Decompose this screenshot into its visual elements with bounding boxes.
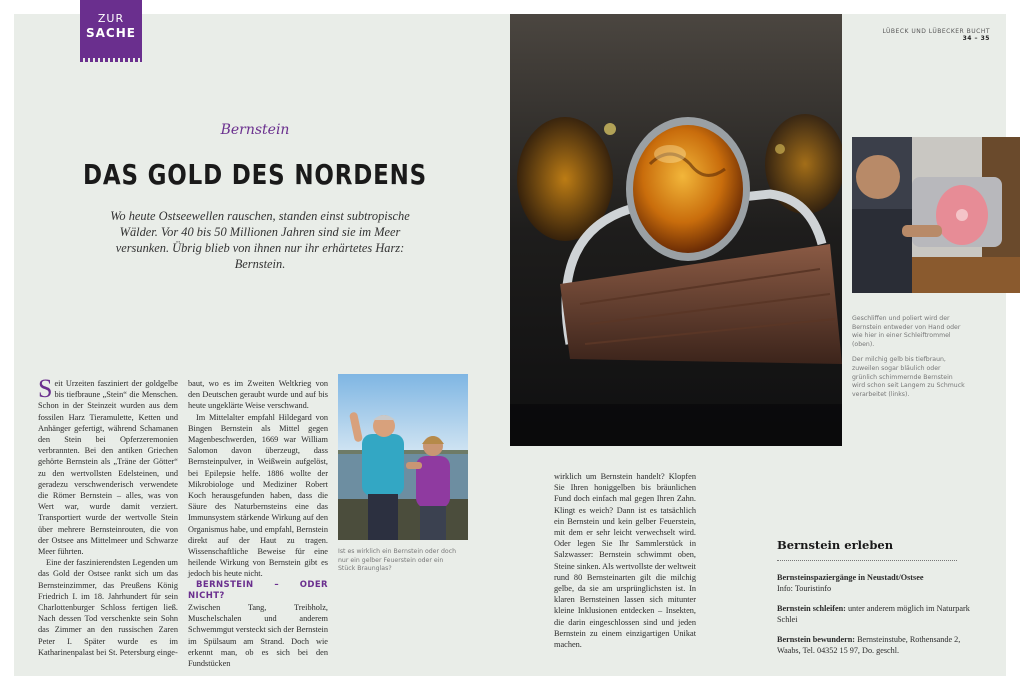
- infobox-item-text: Bernsteinstube, Rothensande 2, Waabs, Tel. 04352 15 97, Do. geschl.: [777, 635, 961, 656]
- infobox-item-label: Bernsteinspaziergänge in Neustadt/Ostsee: [777, 573, 924, 582]
- amber-ring-graphic: [510, 14, 842, 446]
- grinding-photo: [852, 137, 1020, 293]
- paragraph: [38, 374, 178, 557]
- infobox-item-text: Info: Touristinfo: [777, 584, 832, 594]
- infobox-item-text: unter anderem möglich im Naturpark Schlei: [777, 604, 970, 625]
- couple-photo-graphic: [338, 374, 468, 540]
- running-head: [883, 28, 991, 42]
- paragraph: Im Mittelalter empfahl Hildegard von Bingen Bernstein als Mittel gegen Magenbeschwerden, 1669 war William Salomon davon überzeugt, dass Bernsteinpulver, in Weißwein aufgelöst, bei Epilepsie helfe. 1886 wollte der Mikrobiologe und Mediziner Robert Koch herausgefunden haben, dass die Säure des Naturbernsteins eine das Immunsystem stärkende Wirkung auf den Organismus habe, und empfahl, Bernstein direkt auf der Haut zu tragen. Wissenschaftliche Beweise für eine heilende Wirkung von Bernstein gibt es jedoch bis heute nicht.: [188, 412, 328, 579]
- amber-ring-photo: [510, 14, 842, 446]
- couple-caption: Ist es wirklich ein Bernstein oder doch nur ein gelber Feuerstein oder ein Stück Braunglas?: [338, 548, 457, 573]
- text-column-2: [188, 378, 328, 669]
- article-title: DAS GOLD DES NORDENS: [83, 158, 427, 191]
- paragraph: Zwischen Tang, Treibholz, Muschelschalen und anderem Schwemmgut versteckt sich der Bernstein im Spülsaum am Strand. Doch wie erkennt man, ob es sich bei den Fundstücken: [188, 603, 328, 669]
- grinding-caption: [852, 315, 966, 399]
- infobox-item-label: Bernstein bewundern:: [777, 635, 856, 644]
- section-tab: [80, 0, 142, 58]
- grinding-caption-top: Geschliffen und poliert wird der Bernstein entweder von Hand oder wie hier in einer Schleiftrommel (oben).: [852, 315, 961, 348]
- running-head-title: LÜBECK UND LÜBECKER BUCHT: [882, 28, 990, 35]
- article-lead: Wo heute Ostseewellen rauschen, standen einst subtropische Wälder. Vor 40 bis 50 Millionen Jahren sind sie im Meer versunken. Übrig blieb von ihnen nur ihr erhärtetes Harz: Bernstein.: [110, 209, 410, 271]
- section-tab-line2: SACHE: [86, 26, 136, 40]
- grinding-graphic: [852, 137, 1020, 293]
- paragraph: baut, wo es im Zweiten Weltkrieg von den Deutschen geraubt wurde und auf bis heute ungeklärte Weise verschwand.: [188, 379, 328, 411]
- subheading: BERNSTEIN – ODER NICHT?: [188, 579, 328, 601]
- drop-cap: S: [38, 374, 53, 403]
- infobox-item: [777, 603, 982, 625]
- infobox-title: Bernstein erleben: [777, 538, 894, 552]
- kicker: Bernstein: [220, 122, 290, 138]
- infobox-divider: [777, 560, 957, 561]
- infobox-item: [777, 572, 982, 594]
- couple-photo: [338, 374, 468, 540]
- section-tab-line1: ZUR: [97, 12, 125, 25]
- paragraph-text: eit Urzeiten fasziniert der goldgelbe bis tiefbraune „Stein“ die Menschen. Schon in der Steinzeit wurden aus dem fossilen Harz Tieramulette, Ketten und Anhänger gefertigt, während Schamanen den Stein bei Opferzeremonien verbrannten. Bei den antiken Griechen gehörte Bernstein als „Träne der Götter“ zu den wertvollsten Edelsteinen, und geradezu verschwenderisch verwendete die Römer Bernstein – alles, was von Wert war, wurde damit verziert. Transportiert wurde der wertvolle Stein über mehrere Bernsteinrouten, die von der Ostsee ans Mittelmeer und Schwarze Meer führten.: [38, 379, 178, 557]
- infobox-item: [777, 634, 982, 656]
- section-tab-edge: [80, 56, 142, 62]
- paragraph: Eine der faszinierendsten Legenden um das Gold der Ostsee rankt sich um das Bernsteinzimmer, das Preußens König Friedrich I. im 18. Jahrhundert für sein Charlottenburger Schloss fertigen ließ. Nach dessen Tod verschenkte sein Sohn das Zimmer an den russischen Zaren Peter I. Später wurde es im Katharinenpalast bei St. Petersburg einge-: [38, 558, 178, 657]
- text-column-1: [38, 374, 178, 658]
- text-column-3: [554, 471, 696, 650]
- infobox-item-label: Bernstein schleifen:: [777, 604, 846, 613]
- page-numbers: 34 – 35: [962, 35, 990, 42]
- grinding-caption-left: Der milchig gelb bis tiefbraun, zuweilen sogar bläulich oder grünlich schimmernde Bernstein wird schon seit Langem zu Schmuck verarbeitet (links).: [852, 356, 965, 398]
- paragraph: wirklich um Bernstein handelt? Klopfen Sie Ihren honiggelben bis bräunlichen Fund doch einfach mal gegen Ihren Zahn. Klingt es weich? Dann ist es tatsächlich ein Bernstein und kein gelber Feuerstein, mit dem er sehr leicht verwechselt wird. Oder legen Sie Ihr Sammlerstück in Salzwasser: Bernstein schwimmt oben, Steine sinken. Als wertvollste der weltweit rund 80 Bernsteinarten gilt die milchig gelbe, da sie am ursprünglichsten ist. In klaren Bernsteinen lassen sich mitunter kleine Inklusionen entdecken – Insekten, die darin eingeschlossen sind und jeden Bernstein zu einem einzigartigen Unikat machen.: [554, 472, 696, 650]
